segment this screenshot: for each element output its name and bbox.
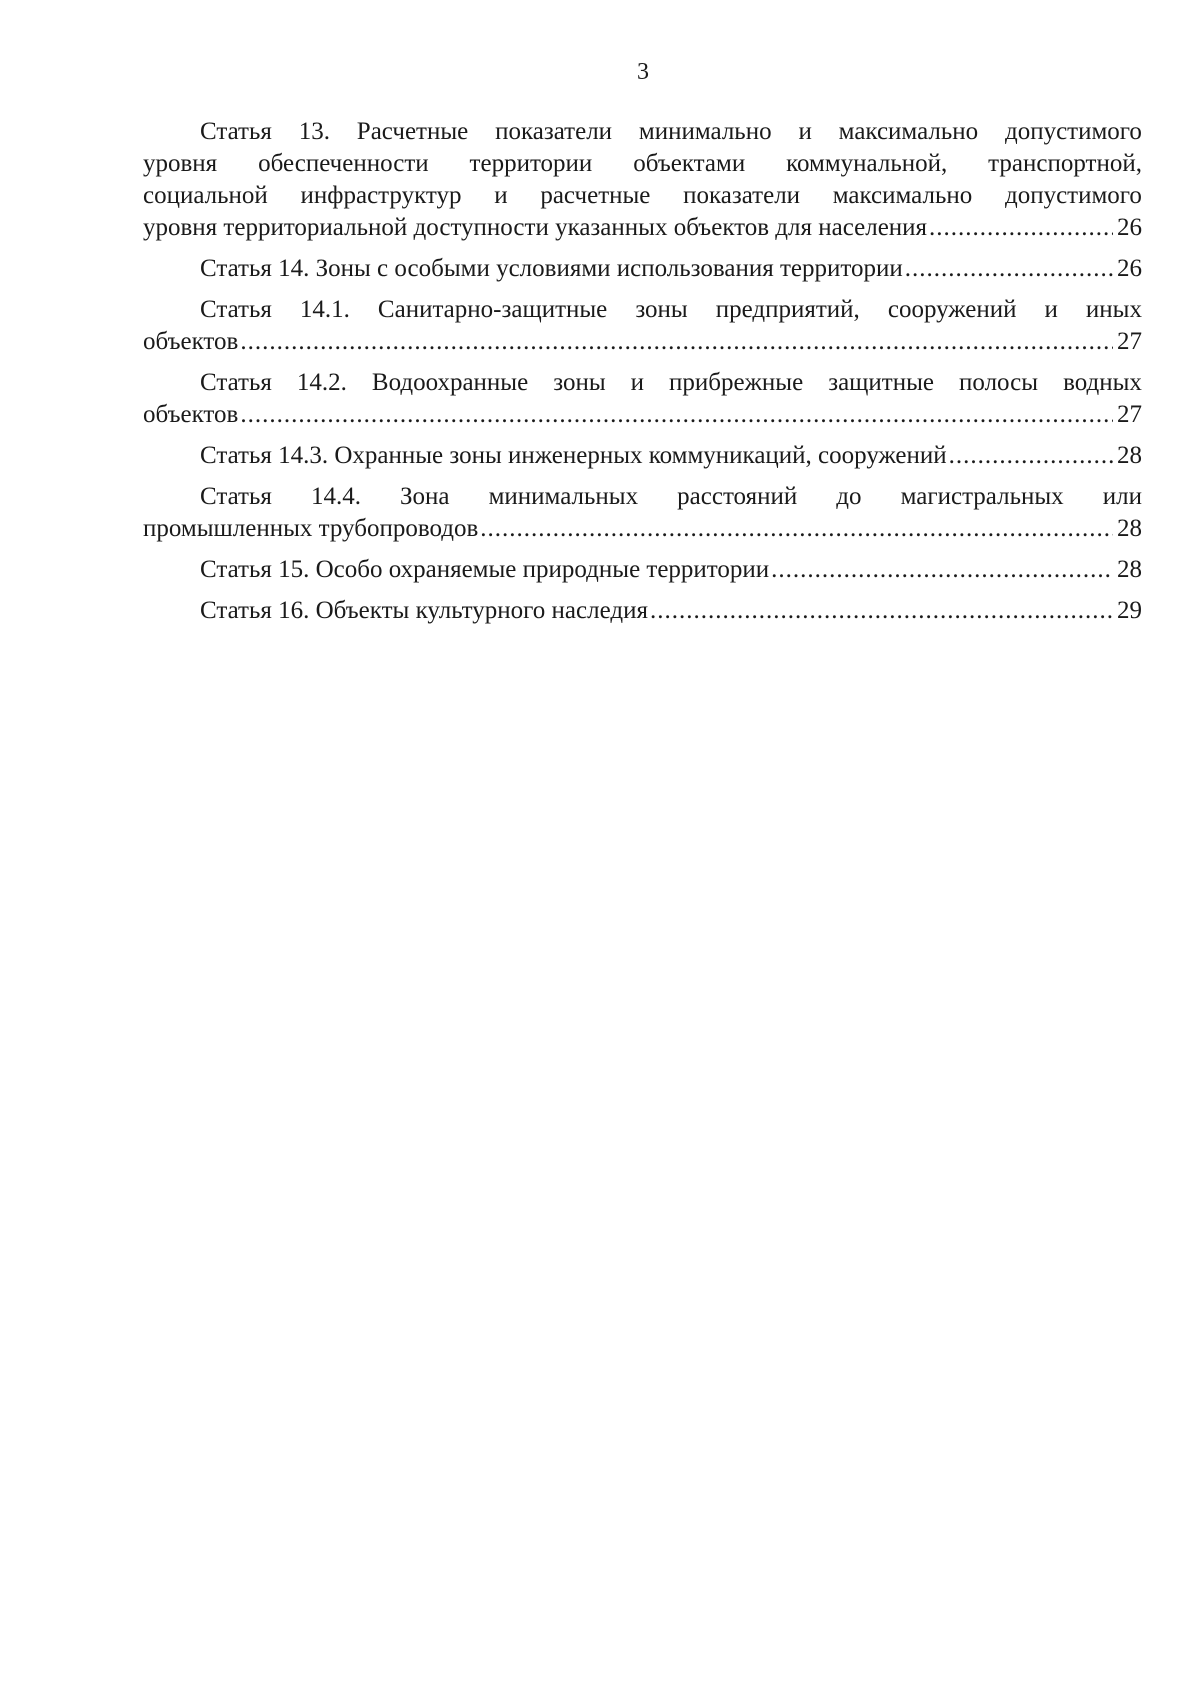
word: показатели [495,118,613,145]
toc-entry-leader-line [143,513,1142,545]
toc-page-number: 26 [1117,255,1142,282]
toc-entry-text-line [143,116,1142,148]
word: Расчетные [356,118,469,145]
word: и [494,182,508,209]
toc-entry-leader-line [143,399,1142,431]
word: расстояний [677,483,798,510]
word: показатели [683,182,801,209]
toc-entry-article-13[interactable] [143,116,1142,244]
toc-entry-article-15[interactable] [143,554,1142,586]
word: водных [1063,369,1142,396]
word: коммунальной, [786,150,948,177]
toc-entry-title: Статья 15. Особо охраняемые природные территории [200,556,770,583]
toc-entry-leader-line [143,440,1142,472]
toc-entry-article-14-4[interactable] [143,481,1142,545]
toc-entry-title: Статья 14. Зоны с особыми условиями использования территории [200,255,903,282]
toc-entry-text-line [143,367,1142,399]
word: 14.4. [310,483,361,510]
word: территории [469,150,593,177]
toc-entry-article-14-3[interactable] [143,440,1142,472]
toc-page-number: 27 [1117,328,1142,355]
toc-entry-article-16[interactable] [143,595,1142,627]
dot-leader [240,326,1113,358]
dot-leader [929,212,1113,244]
dot-leader [240,399,1113,431]
word: Статья [200,369,272,396]
toc-page-number: 28 [1117,442,1142,469]
word: расчетные [540,182,651,209]
dot-leader [771,554,1113,586]
word: социальной [143,182,268,209]
toc-entry-title: Статья 14.3. Охранные зоны инженерных коммуникаций, сооружений [200,442,947,469]
word: и [1044,296,1058,323]
word: Зона [400,483,450,510]
dot-leader [480,513,1113,545]
word: обеспеченности [258,150,429,177]
toc-page-number: 27 [1117,401,1142,428]
word: транспортной, [988,150,1142,177]
toc-entry-text-line [143,294,1142,326]
toc-page-number: 26 [1117,214,1142,241]
toc-page-number: 29 [1117,597,1142,624]
word: 13. [298,118,330,145]
toc-entry-title: Статья 16. Объекты культурного наследия [200,597,648,624]
word: зоны [553,369,606,396]
dot-leader [650,595,1113,627]
word: максимально [832,182,973,209]
word: зоны [635,296,688,323]
toc-entry-title-end: объектов [143,328,239,355]
word: магистральных [900,483,1064,510]
word: допустимого [1004,118,1142,145]
toc-entry-title-end: уровня территориальной доступности указанных объектов для населения [143,214,928,241]
word: минимальных [488,483,639,510]
word: или [1102,483,1142,510]
word: инфраструктур [300,182,462,209]
toc-entry-text-line [143,481,1142,513]
toc-entry-leader-line [143,326,1142,358]
word: сооружений [887,296,1017,323]
word: Статья [200,118,272,145]
word: максимально [838,118,979,145]
word: Санитарно-защитные [377,296,608,323]
toc-entry-text-line [143,180,1142,212]
word: иных [1085,296,1142,323]
word: прибрежные [669,369,804,396]
toc-entry-article-14[interactable] [143,253,1142,285]
toc-entry-leader-line [143,253,1142,285]
toc-entry-title-end: объектов [143,401,239,428]
dot-leader [949,440,1113,472]
toc-entry-article-14-1[interactable] [143,294,1142,358]
word: уровня [143,150,218,177]
toc-entry-title-end: промышленных трубопроводов [143,515,479,542]
toc-entry-leader-line [143,595,1142,627]
table-of-contents [143,116,1142,636]
word: защитные [828,369,934,396]
toc-entry-leader-line [143,554,1142,586]
word: минимально [638,118,772,145]
word: 14.1. [299,296,350,323]
toc-page-number: 28 [1117,515,1142,542]
toc-entry-article-14-2[interactable] [143,367,1142,431]
word: объектами [633,150,746,177]
word: Статья [200,296,272,323]
toc-entry-leader-line [143,212,1142,244]
toc-entry-text-line [143,148,1142,180]
word: допустимого [1004,182,1142,209]
dot-leader [905,253,1113,285]
word: и [630,369,645,396]
word: Водоохранные [371,369,529,396]
word: предприятий, [715,296,860,323]
page-number: 3 [637,59,649,85]
word: до [836,483,862,510]
word: Статья [200,483,272,510]
word: и [798,118,812,145]
toc-page-number: 28 [1117,556,1142,583]
word: 14.2. [296,369,347,396]
word: полосы [959,369,1039,396]
